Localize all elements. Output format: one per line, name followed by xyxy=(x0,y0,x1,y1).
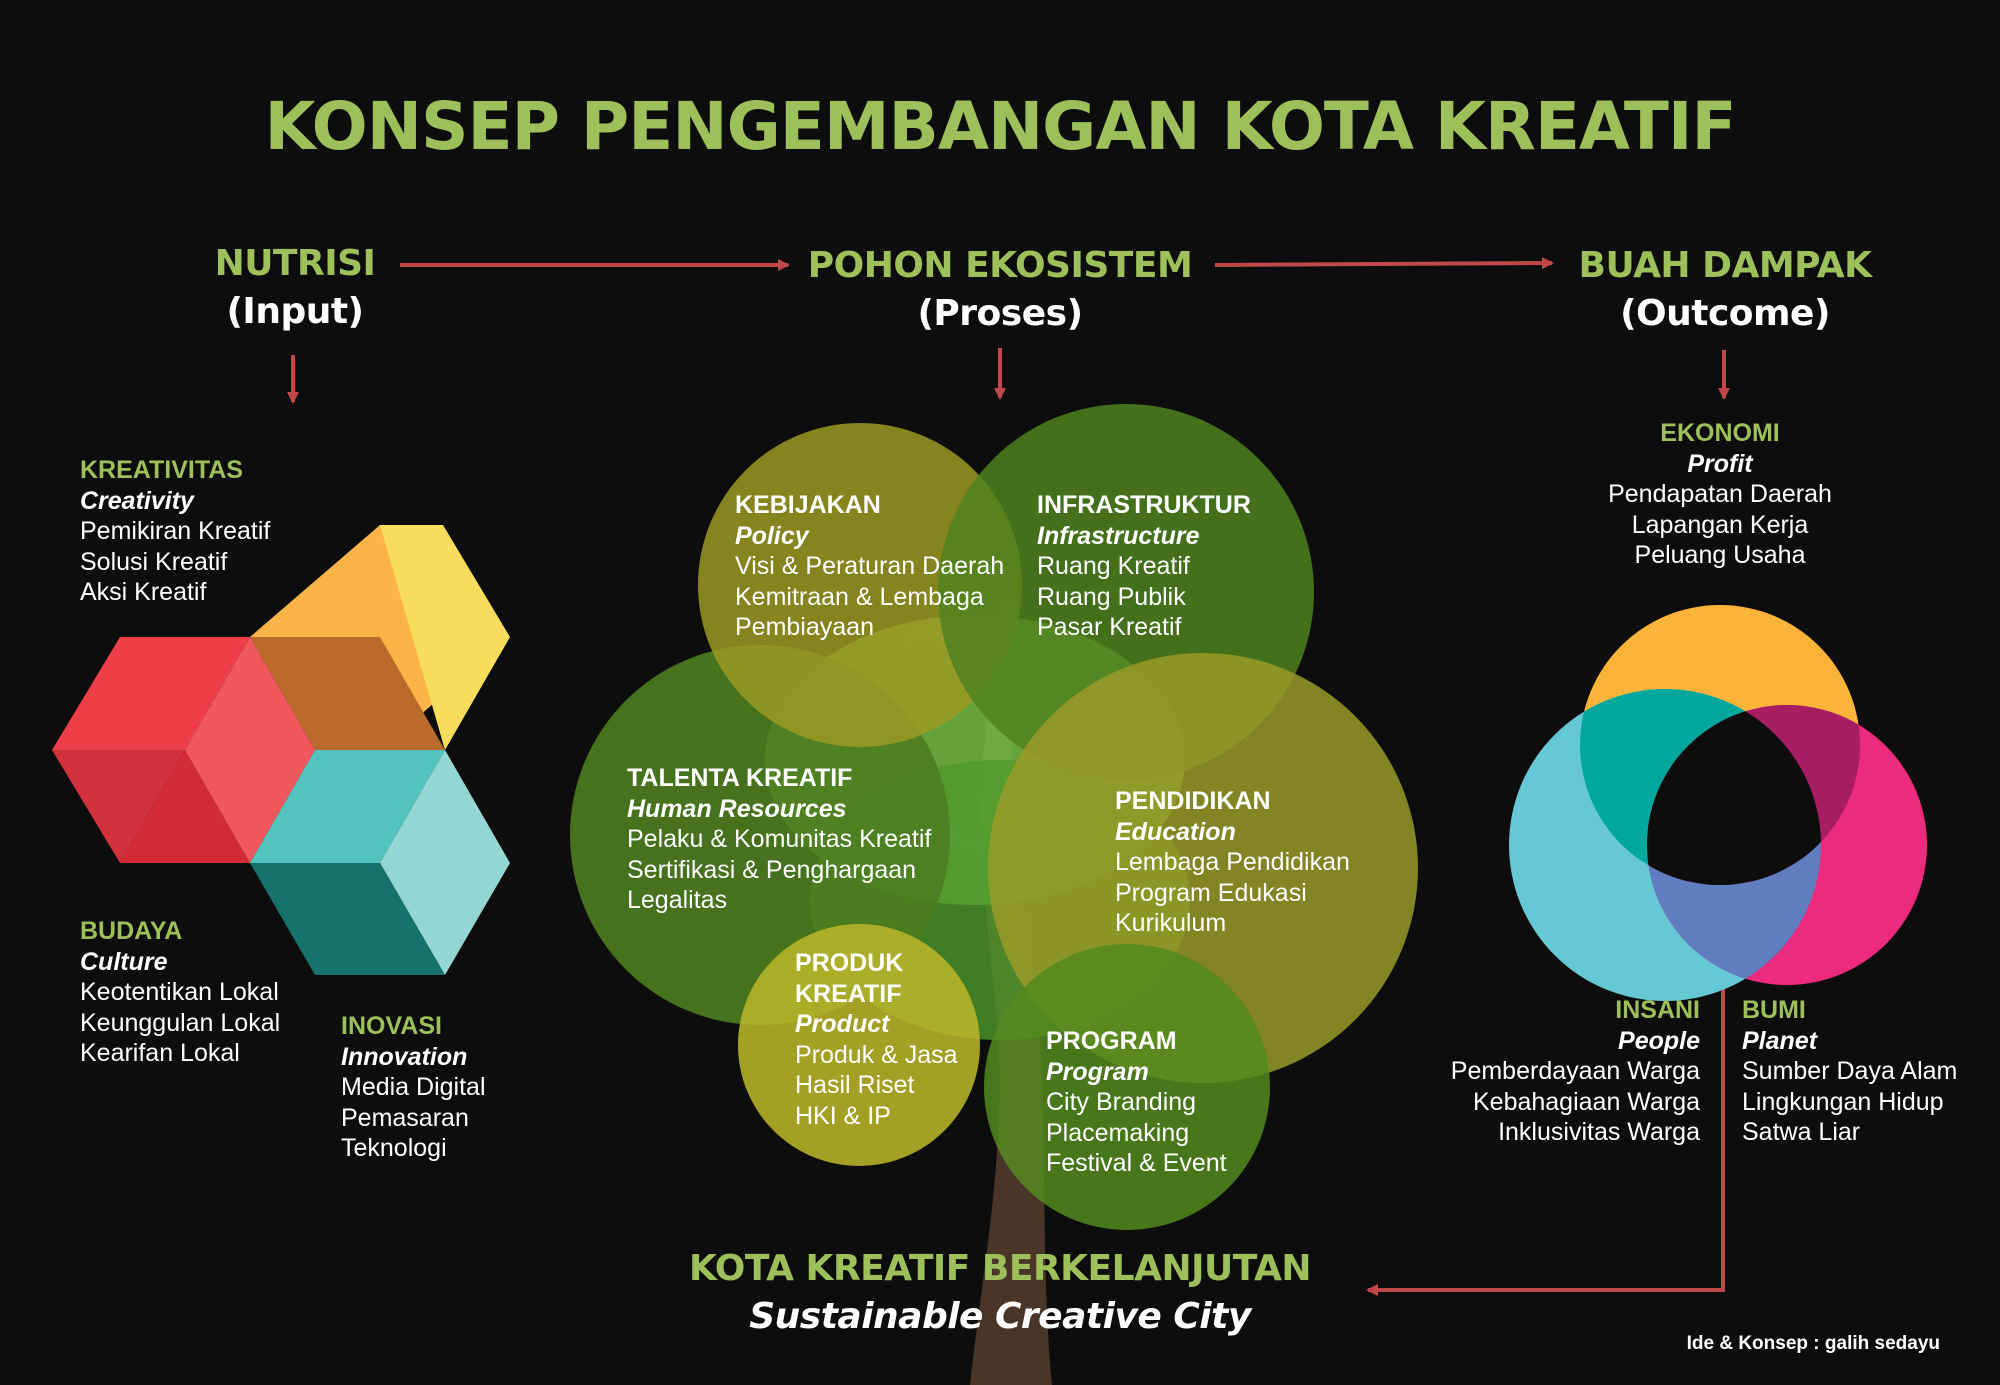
ekonomi-title: EKONOMI xyxy=(1660,419,1780,447)
budaya-item: Kearifan Lokal xyxy=(80,1039,240,1067)
kebijakan-subtitle: Policy xyxy=(735,521,809,550)
kreativitas-subtitle: Creativity xyxy=(80,486,194,515)
produk-item: HKI & IP xyxy=(795,1101,891,1130)
inovasi-item: Pemasaran xyxy=(341,1103,469,1132)
page-title: KONSEP PENGEMBANGAN KOTA KREATIF xyxy=(264,88,1736,165)
ekonomi-item: Lapangan Kerja xyxy=(1631,510,1809,539)
ekonomi-item: Pendapatan Daerah xyxy=(1608,480,1832,508)
infrastruktur-item: Ruang Publik xyxy=(1037,582,1186,611)
pendidikan-item: Program Edukasi xyxy=(1115,878,1307,907)
talenta-title: TALENTA KREATIF xyxy=(627,764,853,792)
outcome-venn xyxy=(1509,605,1927,1001)
program-item: City Branding xyxy=(1046,1088,1197,1116)
bumi-subtitle: Planet xyxy=(1742,1026,1818,1055)
kreativitas-title: KREATIVITAS xyxy=(80,456,243,484)
insani-item: Inklusivitas Warga xyxy=(1498,1118,1700,1146)
process-pendidikan xyxy=(1115,786,1350,939)
inovasi-item: Media Digital xyxy=(341,1073,486,1101)
pendidikan-item: Kurikulum xyxy=(1115,909,1227,937)
talenta-item: Sertifikasi & Penghargaan xyxy=(627,855,917,884)
inovasi-subtitle: Innovation xyxy=(341,1042,468,1071)
talenta-subtitle: Human Resources xyxy=(627,794,847,823)
kreativitas-item: Solusi Kreatif xyxy=(80,547,228,576)
arrow-process-to-outcome xyxy=(1215,263,1552,265)
input-budaya xyxy=(80,916,280,1069)
bumi-item: Sumber Daya Alam xyxy=(1742,1057,1958,1085)
stage-subtitle-process: (Proses) xyxy=(917,293,1083,334)
infrastruktur-subtitle: Infrastructure xyxy=(1037,521,1200,550)
outcome-ekonomi xyxy=(1560,418,1880,571)
process-infrastruktur xyxy=(1037,490,1251,643)
produk-subtitle: Product xyxy=(795,1010,890,1038)
produk-item: Produk & Jasa xyxy=(795,1040,958,1069)
budaya-subtitle: Culture xyxy=(80,947,168,976)
process-talenta xyxy=(627,763,931,916)
inovasi-item: Teknologi xyxy=(341,1134,447,1162)
kebijakan-item: Kemitraan & Lembaga xyxy=(735,582,984,611)
insani-item: Pemberdayaan Warga xyxy=(1450,1057,1700,1085)
credit-text: Ide & Konsep : galih sedayu xyxy=(1686,1333,1940,1354)
pendidikan-title: PENDIDIKAN xyxy=(1115,787,1271,815)
stage-header-input xyxy=(150,240,440,336)
kebijakan-title: KEBIJAKAN xyxy=(735,491,881,519)
program-title: PROGRAM xyxy=(1046,1027,1177,1055)
insani-subtitle: People xyxy=(1618,1026,1700,1055)
pendidikan-subtitle: Education xyxy=(1115,817,1236,846)
stage-title-outcome: BUAH DAMPAK xyxy=(1578,245,1872,286)
program-item: Festival & Event xyxy=(1046,1149,1227,1177)
kebijakan-item: Pembiayaan xyxy=(735,613,874,641)
inovasi-title: INOVASI xyxy=(341,1012,442,1040)
infrastruktur-title: INFRASTRUKTUR xyxy=(1037,491,1251,519)
stage-subtitle-input: (Input) xyxy=(226,291,364,332)
footer xyxy=(0,1245,2000,1341)
kreativitas-item: Pemikiran Kreatif xyxy=(80,517,271,545)
footer-title: KOTA KREATIF BERKELANJUTAN xyxy=(689,1248,1311,1289)
stage-title-process: POHON EKOSISTEM xyxy=(807,245,1193,286)
talenta-item: Pelaku & Komunitas Kreatif xyxy=(627,825,932,853)
input-inovasi xyxy=(341,1011,486,1164)
produk-title-line1: PRODUK xyxy=(795,949,904,977)
insani-title: INSANI xyxy=(1615,996,1700,1024)
bumi-title: BUMI xyxy=(1742,996,1806,1024)
ekonomi-subtitle: Profit xyxy=(1687,449,1753,478)
bumi-item: Satwa Liar xyxy=(1742,1118,1861,1146)
budaya-title: BUDAYA xyxy=(80,917,183,945)
budaya-item: Keunggulan Lokal xyxy=(80,1008,281,1037)
stage-subtitle-outcome: (Outcome) xyxy=(1620,293,1830,334)
kebijakan-item: Visi & Peraturan Daerah xyxy=(735,552,1005,580)
process-kebijakan xyxy=(735,490,1004,643)
process-program xyxy=(1046,1026,1227,1179)
program-item: Placemaking xyxy=(1046,1118,1190,1147)
outcome-bumi xyxy=(1742,995,1957,1148)
outcome-insani xyxy=(1400,995,1700,1148)
infrastruktur-item: Pasar Kreatif xyxy=(1037,613,1182,641)
kreativitas-item: Aksi Kreatif xyxy=(80,578,207,606)
stage-title-input: NUTRISI xyxy=(214,243,376,284)
produk-item: Hasil Riset xyxy=(795,1071,915,1099)
talenta-item: Legalitas xyxy=(627,886,728,914)
infrastruktur-item: Ruang Kreatif xyxy=(1037,552,1190,580)
produk-title-line2: KREATIF xyxy=(795,979,902,1008)
pendidikan-item: Lembaga Pendidikan xyxy=(1115,848,1350,876)
ekonomi-item: Peluang Usaha xyxy=(1634,541,1806,569)
bumi-item: Lingkungan Hidup xyxy=(1742,1087,1944,1116)
stage-header-outcome xyxy=(1560,242,1890,338)
footer-subtitle: Sustainable Creative City xyxy=(749,1296,1251,1337)
insani-item: Kebahagiaan Warga xyxy=(1472,1087,1700,1116)
input-kreativitas xyxy=(80,455,270,608)
stage-header-process xyxy=(790,242,1210,338)
budaya-item: Keotentikan Lokal xyxy=(80,978,279,1006)
program-subtitle: Program xyxy=(1046,1057,1149,1086)
process-produk xyxy=(795,948,958,1131)
